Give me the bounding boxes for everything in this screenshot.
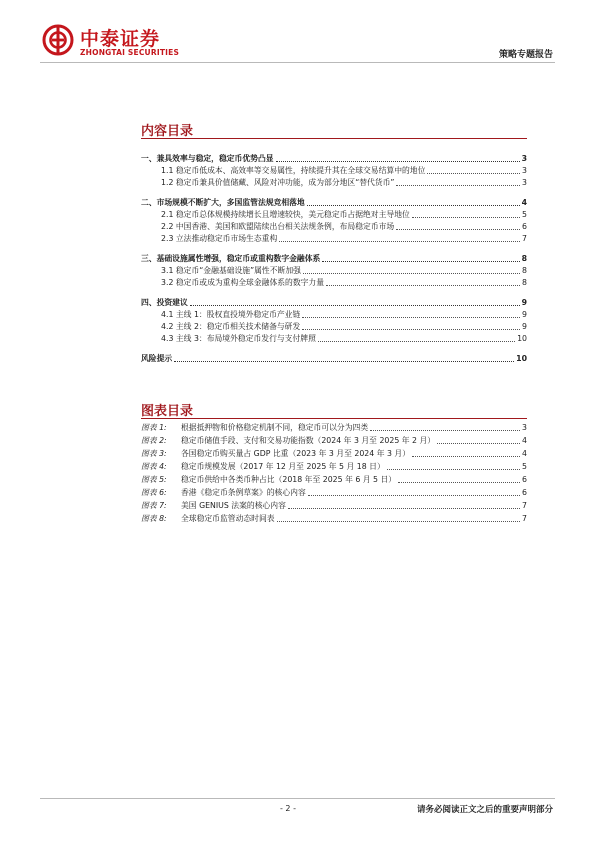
toc-section-entry[interactable] bbox=[141, 297, 527, 308]
toc-page-number: 8 bbox=[522, 278, 527, 287]
toc-subsection-entry[interactable] bbox=[141, 209, 527, 220]
toc-page-number: 8 bbox=[522, 266, 527, 275]
toc-entry-text: 3.1 稳定币“金融基础设施”属性不断加强 bbox=[161, 266, 301, 275]
toc-entry-text: 1.1 稳定币低成本、高效率等交易属性，持续提升其在全球交易结算中的地位 bbox=[161, 166, 426, 175]
toc-section-entry[interactable] bbox=[141, 153, 527, 164]
figure-entry[interactable] bbox=[141, 435, 527, 446]
toc-dot-leader bbox=[303, 273, 520, 274]
figure-dot-leader bbox=[370, 430, 520, 431]
figure-label: 图表 3: bbox=[141, 449, 167, 458]
figure-dot-leader bbox=[412, 456, 520, 457]
toc-subsection-entry[interactable] bbox=[141, 165, 527, 176]
figure-entry[interactable] bbox=[141, 422, 527, 433]
figures-toc-title-rule bbox=[141, 418, 527, 419]
toc-entry-text: 二、市场规模不断扩大，多国监管法规竞相落地 bbox=[141, 198, 305, 207]
toc-subsection-entry[interactable] bbox=[141, 277, 527, 288]
toc-subsection-entry[interactable] bbox=[141, 233, 527, 244]
figure-dot-leader bbox=[277, 521, 520, 522]
figure-dot-leader bbox=[437, 443, 520, 444]
toc-dot-leader bbox=[174, 361, 514, 362]
figure-caption: 稳定币规模发展（2017 年 12 月至 2025 年 5 月 18 日） bbox=[181, 462, 385, 471]
toc-subsection-entry[interactable] bbox=[141, 333, 527, 344]
toc-dot-leader bbox=[318, 341, 515, 342]
toc-entry-text: 4.3 主线 3：布局境外稳定币发行与支付牌照 bbox=[161, 334, 316, 343]
toc-entry-text: 风险提示 bbox=[141, 354, 173, 363]
figure-label: 图表 7: bbox=[141, 501, 167, 510]
zhongtai-logo-icon bbox=[42, 24, 74, 56]
toc-page-number: 10 bbox=[516, 354, 527, 363]
figure-caption: 各国稳定币购买量占 GDP 比重（2023 年 3 月至 2024 年 3 月） bbox=[181, 449, 411, 458]
figure-entry[interactable] bbox=[141, 487, 527, 498]
toc-page-number: 10 bbox=[517, 334, 527, 343]
toc-title-rule bbox=[141, 138, 527, 139]
logo-chinese-name: 中泰证券 bbox=[80, 28, 161, 50]
figure-dot-leader bbox=[387, 469, 520, 470]
toc-entry-text: 1.2 稳定币兼具价值储藏、风险对冲功能，成为部分地区“替代货币” bbox=[161, 178, 395, 187]
toc-page-number: 9 bbox=[522, 310, 527, 319]
figures-toc-title: 图表目录 bbox=[141, 404, 194, 419]
figure-entry[interactable] bbox=[141, 513, 527, 524]
toc-entry-text: 2.2 中国香港、美国和欧盟陆续出台相关法规条例，布局稳定币市场 bbox=[161, 222, 395, 231]
toc-subsection-entry[interactable] bbox=[141, 221, 527, 232]
toc-section-entry[interactable] bbox=[141, 197, 527, 208]
toc-page-number: 9 bbox=[522, 322, 527, 331]
toc-subsection-entry[interactable] bbox=[141, 309, 527, 320]
logo-english-name: ZHONGTAI SECURITIES bbox=[80, 48, 180, 57]
toc-entry-text: 一、兼具效率与稳定，稳定币优势凸显 bbox=[141, 154, 274, 163]
toc-page-number: 4 bbox=[521, 198, 527, 207]
toc-subsection-entry[interactable] bbox=[141, 265, 527, 276]
toc-dot-leader bbox=[396, 185, 520, 186]
toc-page-number: 7 bbox=[522, 234, 527, 243]
figure-dot-leader bbox=[288, 508, 520, 509]
report-type-label: 策略专题报告 bbox=[498, 50, 553, 60]
figure-page-number: 6 bbox=[522, 475, 527, 484]
disclaimer-text: 请务必阅读正文之后的重要声明部分 bbox=[416, 805, 553, 815]
figure-caption: 美国 GENIUS 法案的核心内容 bbox=[181, 501, 286, 510]
figure-page-number: 4 bbox=[522, 436, 527, 445]
figure-entry[interactable] bbox=[141, 448, 527, 459]
toc-dot-leader bbox=[322, 261, 519, 262]
page-number: - 2 - bbox=[280, 804, 296, 813]
toc-dot-leader bbox=[326, 285, 520, 286]
toc-dot-leader bbox=[412, 217, 520, 218]
toc-dot-leader bbox=[276, 161, 520, 162]
figure-label: 图表 8: bbox=[141, 514, 167, 523]
toc-subsection-entry[interactable] bbox=[141, 321, 527, 332]
figure-page-number: 4 bbox=[522, 449, 527, 458]
figure-caption: 稳定币供给中各类币种占比（2018 年至 2025 年 6 月 5 日） bbox=[181, 475, 397, 484]
toc-page-number: 9 bbox=[521, 298, 527, 307]
figure-caption: 根据抵押物和价格稳定机制不同，稳定币可以分为四类 bbox=[181, 423, 369, 432]
figure-dot-leader bbox=[398, 482, 520, 483]
toc-page-number: 3 bbox=[521, 154, 527, 163]
toc-subsection-entry[interactable] bbox=[141, 177, 527, 188]
figure-page-number: 7 bbox=[522, 501, 527, 510]
toc-title: 内容目录 bbox=[141, 124, 194, 139]
toc-dot-leader bbox=[396, 229, 520, 230]
toc-entry-text: 2.1 稳定币总体规模持续增长且增速较快，美元稳定币占据绝对主导地位 bbox=[161, 210, 410, 219]
toc-entry-text: 三、基础设施属性增强，稳定币或重构数字金融体系 bbox=[141, 254, 321, 263]
toc-entry-text: 4.1 主线 1：股权直投境外稳定币产业链 bbox=[161, 310, 301, 319]
toc-page-number: 8 bbox=[521, 254, 527, 263]
toc-dot-leader bbox=[279, 241, 520, 242]
toc-page-number: 3 bbox=[522, 166, 527, 175]
toc-entry-text: 4.2 主线 2：稳定币相关技术储备与研发 bbox=[161, 322, 301, 331]
figure-page-number: 5 bbox=[522, 462, 527, 471]
figure-caption: 香港《稳定币条例草案》的核心内容 bbox=[181, 488, 306, 497]
toc-dot-leader bbox=[302, 329, 520, 330]
figure-entry[interactable] bbox=[141, 461, 527, 472]
figure-caption: 全球稳定币监管动态时间表 bbox=[181, 514, 275, 523]
toc-section-entry[interactable] bbox=[141, 253, 527, 264]
figure-entry[interactable] bbox=[141, 500, 527, 511]
figure-caption: 稳定币储值手段、支付和交易功能指数（2024 年 3 月至 2025 年 2 月） bbox=[181, 436, 436, 445]
toc-page-number: 6 bbox=[522, 222, 527, 231]
figure-dot-leader bbox=[308, 495, 520, 496]
figure-entry[interactable] bbox=[141, 474, 527, 485]
toc-entry-text: 2.3 立法推动稳定币市场生态重构 bbox=[161, 234, 278, 243]
header-divider bbox=[40, 62, 555, 63]
figure-label: 图表 4: bbox=[141, 462, 167, 471]
toc-page-number: 3 bbox=[522, 178, 527, 187]
figure-page-number: 6 bbox=[522, 488, 527, 497]
figure-page-number: 7 bbox=[522, 514, 527, 523]
footer-divider bbox=[40, 798, 555, 799]
toc-dot-leader bbox=[307, 205, 520, 206]
figure-label: 图表 6: bbox=[141, 488, 167, 497]
figure-label: 图表 2: bbox=[141, 436, 167, 445]
toc-section-entry[interactable] bbox=[141, 353, 527, 364]
toc-page-number: 5 bbox=[522, 210, 527, 219]
toc-dot-leader bbox=[427, 173, 520, 174]
figure-label: 图表 1: bbox=[141, 423, 167, 432]
toc-entry-text: 3.2 稳定币或成为重构全球金融体系的数字力量 bbox=[161, 278, 325, 287]
toc-entry-text: 四、投资建议 bbox=[141, 298, 188, 307]
figure-label: 图表 5: bbox=[141, 475, 167, 484]
figure-page-number: 3 bbox=[522, 423, 527, 432]
toc-dot-leader bbox=[190, 305, 520, 306]
toc-dot-leader bbox=[302, 317, 520, 318]
